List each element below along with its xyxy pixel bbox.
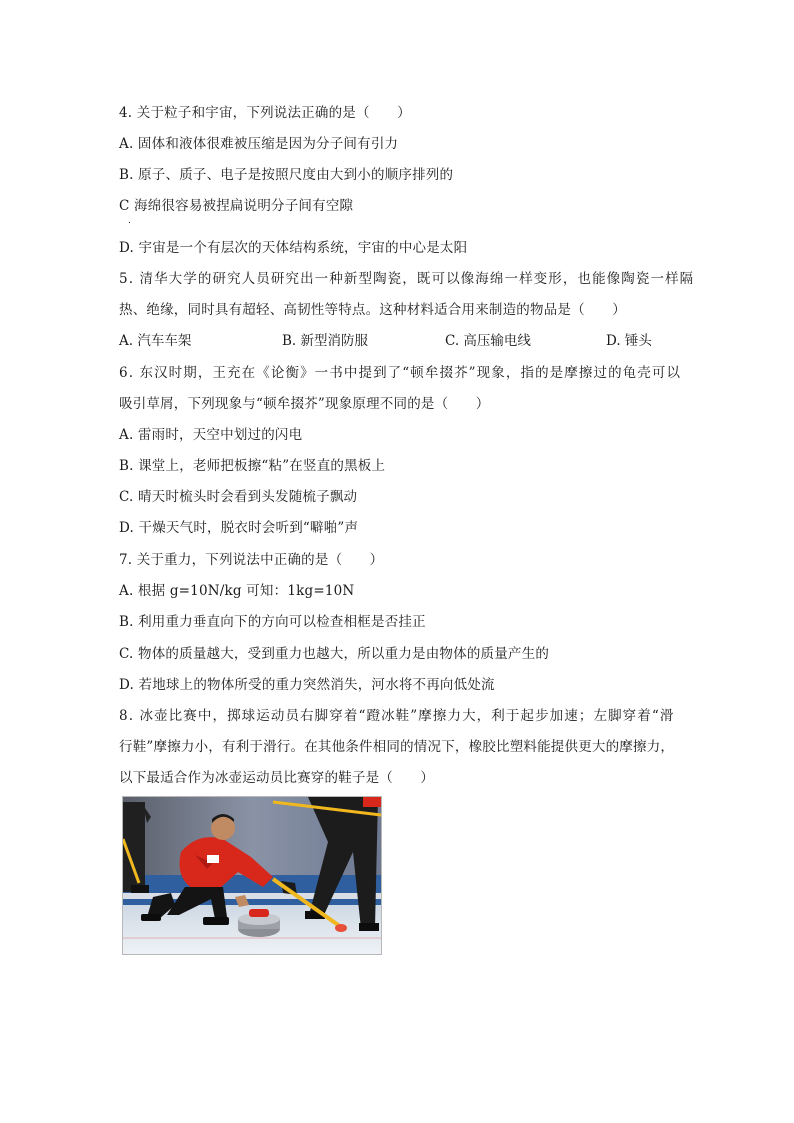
question-7-option-c: C. 物体的质量越大，受到重力也越大，所以重力是由物体的质量产生的 <box>119 646 550 662</box>
question-6-option-d: D. 干燥天气时，脱衣时会听到“噼啪”声 <box>119 520 359 536</box>
question-4-option-b: B. 原子、质子、电子是按照尺度由大到小的顺序排列的 <box>119 167 454 183</box>
question-6-option-c: C. 晴天时梳头时会看到头发随梳子飘动 <box>119 489 358 505</box>
question-8-stem-line-3: 以下最适合作为冰壶运动员比赛穿的鞋子是（ ） <box>119 770 435 786</box>
question-6-stem-line-1: 6. 东汉时期，王充在《论衡》一书中提到了“顿牟掇芥”现象，指的是摩擦过的龟壳可以 <box>119 365 682 381</box>
question-4-stem: 4. 关于粒子和宇宙，下列说法正确的是（ ） <box>119 105 411 121</box>
question-7-option-a: A. 根据 g=10N/kg 可知：1kg=10N <box>119 583 355 599</box>
curling-player-photo <box>122 796 382 955</box>
question-4-option-c-dot: . <box>128 216 131 226</box>
question-5-stem-line-1: 5. 清华大学的研究人员研究出一种新型陶瓷，既可以像海绵一样变形，也能像陶瓷一样隔 <box>119 271 695 287</box>
broom-head <box>335 924 347 932</box>
question-8-stem-line-1: 8. 冰壶比赛中，掷球运动员右脚穿着“蹬冰鞋”摩擦力大，利于起步加速；左脚穿着“滑 <box>119 708 675 724</box>
question-7-option-d: D. 若地球上的物体所受的重力突然消失，河水将不再向低处流 <box>119 677 495 693</box>
question-5-stem-line-2: 热、绝缘，同时具有超轻、高韧性等特点。这种材料适合用来制造的物品是（ ） <box>119 302 626 318</box>
question-5-option-c: C. 高压输电线 <box>445 333 531 349</box>
question-6-option-a: A. 雷雨时，天空中划过的闪电 <box>119 427 303 443</box>
question-7-stem: 7. 关于重力，下列说法中正确的是（ ） <box>119 552 384 568</box>
question-4-option-d: D. 宇宙是一个有层次的天体结构系统，宇宙的中心是太阳 <box>119 240 468 256</box>
question-6-option-b: B. 课堂上，老师把板擦“粘”在竖直的黑板上 <box>119 458 386 474</box>
question-6-stem-line-2: 吸引草屑，下列现象与“顿牟掇芥”现象原理不同的是（ ） <box>119 396 490 412</box>
question-5-option-b: B. 新型消防服 <box>282 333 369 349</box>
question-4-option-c: C 海绵很容易被捏扁说明分子间有空隙 <box>119 198 354 214</box>
question-5-option-d: D. 锤头 <box>606 333 652 349</box>
question-5-option-a: A. 汽车车架 <box>119 333 192 349</box>
question-8-stem-line-2: 行鞋”摩擦力小，有利于滑行。在其他条件相同的情况下，橡胶比塑料能提供更大的摩擦力， <box>119 739 675 755</box>
question-4-option-a: A. 固体和液体很难被压缩是因为分子间有引力 <box>119 136 399 152</box>
question-7-option-b: B. 利用重力垂直向下的方向可以检查相框是否挂正 <box>119 614 426 630</box>
